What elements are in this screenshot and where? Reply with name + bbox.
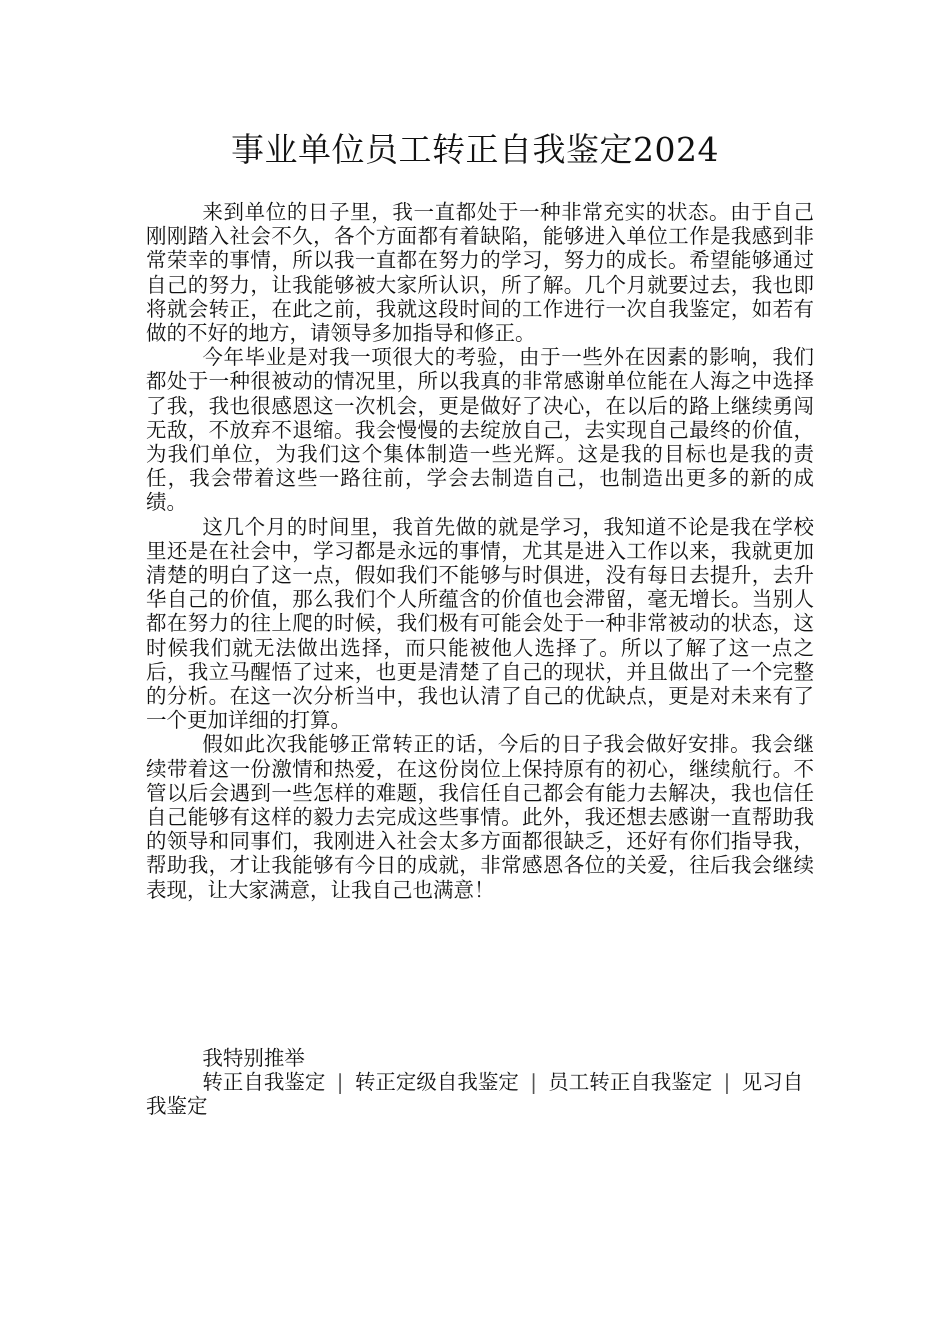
recommend-link-4[interactable]: 见习自我鉴定 xyxy=(146,1070,804,1119)
recommend-links xyxy=(146,1070,814,1118)
recommend-link-3[interactable]: 员工转正自我鉴定 xyxy=(548,1070,713,1095)
paragraph-1: 来到单位的日子里，我一直都处于一种非常充实的状态。由于自己刚刚踏入社会不久，各个方面都有着缺陷，能够进入单位工作是我感到非常荣幸的事情，所以我一直都在努力的学习，努力的成长。希望能够通过自己的努力，让我能够被大家所认识，所了解。几个月就要过去，我也即将就会转正，在此之前，我就这段时间的工作进行一次自我鉴定，如若有做的不好的地方，请领导多加指导和修正。 xyxy=(146,200,814,346)
paragraph-4: 假如此次我能够正常转正的话，今后的日子我会做好安排。我会继续带着这一份激情和热爱，在这份岗位上保持原有的初心，继续航行。不管以后会遇到一些怎样的难题，我信任自己都会有能力去解决，我也信任自己能够有这样的毅力去完成这些事情。此外，我还想去感谢一直帮助我的领导和同事们，我刚进入社会太多方面都很缺乏，还好有你们指导我，帮助我，才让我能够有今日的成就，非常感恩各位的关爱，往后我会继续表现，让大家满意，让我自己也满意！ xyxy=(146,732,814,902)
document-title: 事业单位员工转正自我鉴定2024 xyxy=(231,130,719,169)
document-body xyxy=(146,200,814,902)
link-separator: | xyxy=(336,1070,344,1095)
paragraph-3: 这几个月的时间里，我首先做的就是学习，我知道不论是我在学校里还是在社会中，学习都是永远的事情，尤其是进入工作以来，我就更加清楚的明白了这一点，假如我们不能够与时俱进，没有每日去提升，去升华自己的价值，那么我们个人所蕴含的价值也会滞留，毫无增长。当别人都在努力的往上爬的时候，我们极有可能会处于一种非常被动的状态，这时候我们就无法做出选择，而只能被他人选择了。所以了解了这一点之后，我立马醒悟了过来，也更是清楚了自己的现状，并且做出了一个完整的分析。在这一次分析当中，我也认清了自己的优缺点，更是对未来有了一个更加详细的打算。 xyxy=(146,514,814,733)
link-separator: | xyxy=(530,1070,538,1095)
recommend-section xyxy=(146,1046,814,1119)
link-separator: | xyxy=(723,1070,731,1095)
recommend-link-2[interactable]: 转正定级自我鉴定 xyxy=(354,1070,519,1095)
recommend-heading: 我特别推举 xyxy=(202,1046,305,1070)
recommend-link-1[interactable]: 转正自我鉴定 xyxy=(202,1070,326,1095)
paragraph-2: 今年毕业是对我一项很大的考验，由于一些外在因素的影响，我们都处于一种很被动的情况里，所以我真的非常感谢单位能在人海之中选择了我，我也很感恩这一次机会，更是做好了决心，在以后的路上继续勇闯无敌，不放弃不退缩。我会慢慢的去绽放自己，去实现自己最终的价值，为我们单位，为我们这个集体制造一些光辉。这是我的目标也是我的责任，我会带着这些一路往前，学会去制造自己，也制造出更多的新的成绩。 xyxy=(146,345,814,515)
